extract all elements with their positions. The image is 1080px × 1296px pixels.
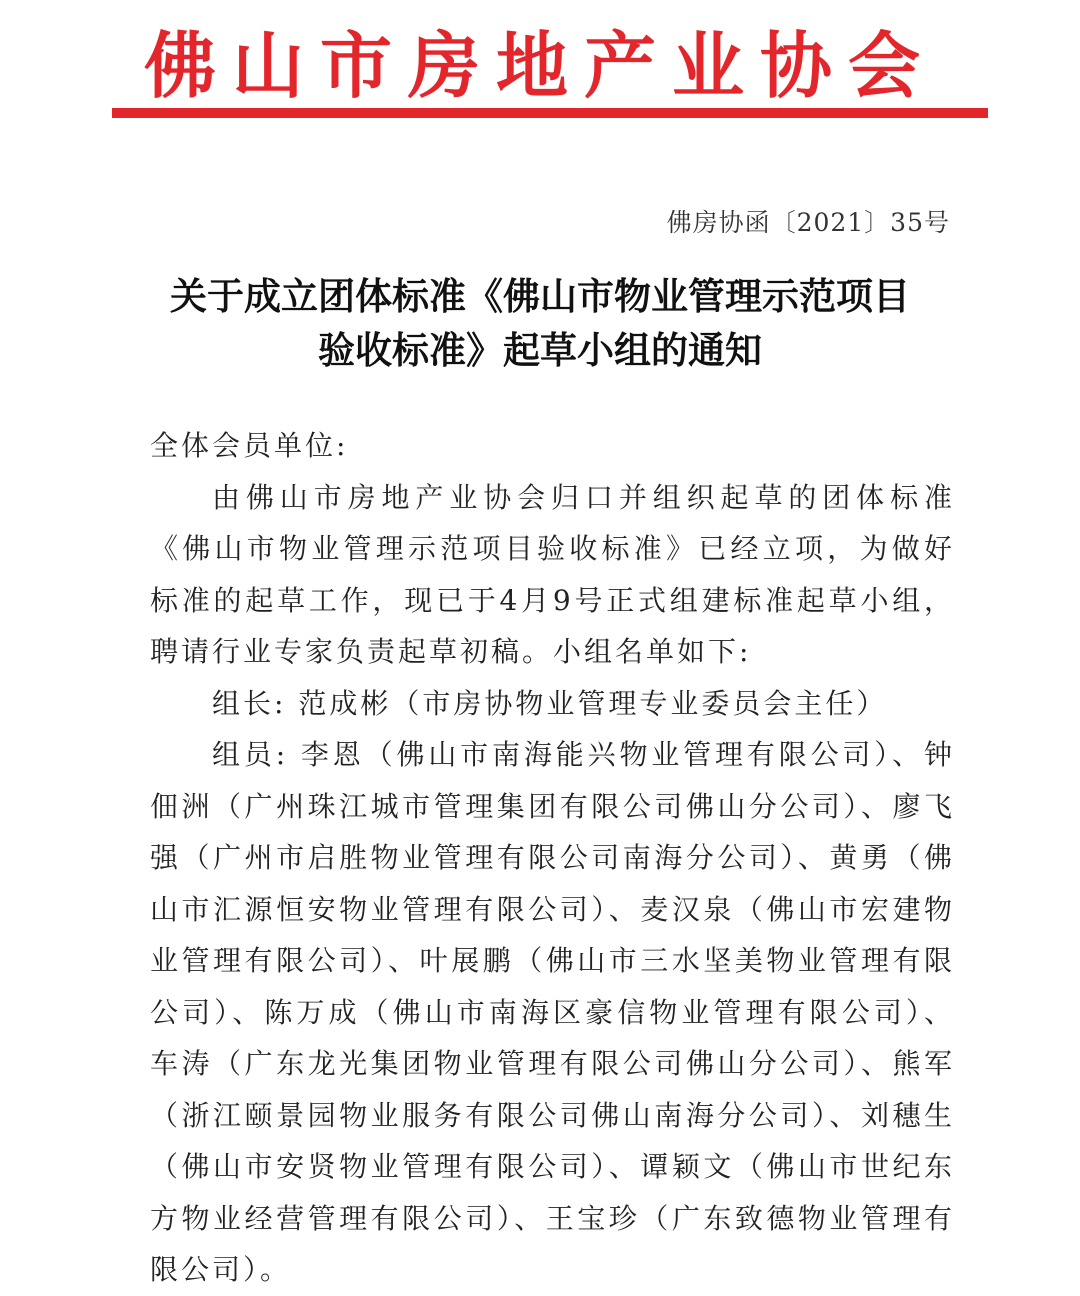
group-members: 组员: 李恩（佛山市南海能兴物业管理有限公司）、钟佃洲（广州珠江城市管理集团有限公司佛山分公司）、廖飞强（广州市启胜物业管理有限公司南海分公司）、黄勇（佛山市汇源恒安物业管理有限公司）、麦汉泉（佛山市宏建物业管理有限公司）、叶展鹏（佛山市三水坚美物业管理有限公司）、陈万成（佛山市南海区豪信物业管理有限公司）、车涛（广东龙光集团物业管理有限公司佛山分公司）、熊军（浙江颐景园物业服务有限公司佛山南海分公司）、刘穗生（佛山市安贤物业管理有限公司）、谭颖文（佛山市世纪东方物业经营管理有限公司）、王宝珍（广东致德物业管理有限公司）。	[150, 738, 955, 1286]
document-title-line-1: 关于成立团体标准《佛山市物业管理示范项目	[170, 275, 910, 318]
document-title	[120, 270, 960, 378]
document-body	[150, 420, 955, 1296]
salutation: 全体会员单位:	[150, 429, 349, 462]
document-title-line-2: 验收标准》起草小组的通知	[318, 329, 762, 372]
letterhead-org-name: 佛山市房地产业协会	[143, 23, 936, 108]
letterhead-red-rule	[112, 108, 988, 118]
body-paragraph: 由佛山市房地产业协会归口并组织起草的团体标准《佛山市物业管理示范项目验收标准》已经立项，为做好标准的起草工作，现已于4月9号正式组建标准起草小组，聘请行业专家负责起草初稿。小组名单如下:	[150, 480, 955, 668]
group-leader: 组长: 范成彬（市房协物业管理专业委员会主任）	[212, 686, 888, 720]
document-number: 佛房协函〔2021〕35号	[666, 208, 950, 237]
